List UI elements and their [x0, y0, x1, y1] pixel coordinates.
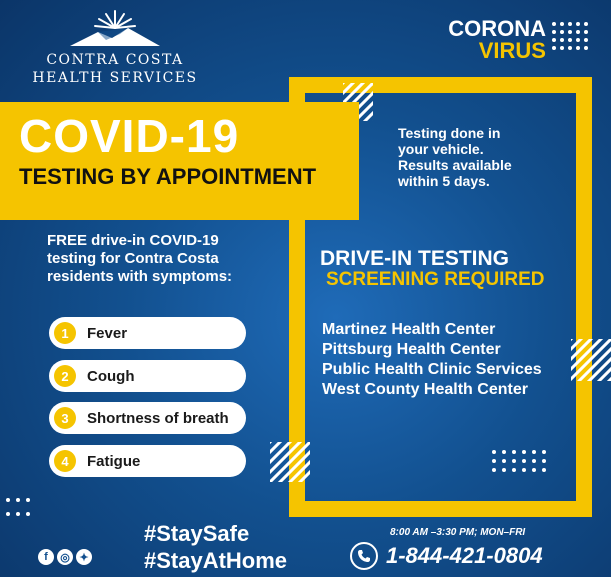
symptom-item: [49, 360, 246, 392]
corona-virus-badge: [436, 18, 546, 62]
symptom-number: 3: [54, 407, 76, 429]
location-item: West County Health Center: [322, 381, 528, 398]
symptom-number: 4: [54, 450, 76, 472]
badge-line2: VIRUS: [478, 38, 546, 63]
vehicle-testing-note: [398, 125, 568, 189]
location-item: Public Health Clinic Services: [322, 361, 542, 378]
social-icons: [38, 549, 92, 565]
eligibility-line: testing for Contra Costa: [47, 250, 219, 267]
eligibility-line: FREE drive-in COVID-19: [47, 232, 219, 249]
dots-decoration-left: [6, 498, 30, 516]
symptom-item: [49, 445, 246, 477]
dots-decoration-right: [492, 450, 546, 472]
symptom-number: 2: [54, 365, 76, 387]
symptom-item: [49, 402, 246, 434]
logo-text-line1: CONTRA COSTA: [46, 52, 184, 68]
location-item: Pittsburg Health Center: [322, 341, 501, 358]
stripes-decoration-bottom: [270, 442, 310, 482]
twitter-icon[interactable]: ✦: [76, 549, 92, 565]
drive-in-title: DRIVE-IN TESTING: [320, 247, 510, 270]
facebook-icon[interactable]: f: [38, 549, 54, 565]
hashtag-stay-at-home: #StayAtHome: [144, 548, 288, 573]
drive-in-subtitle: SCREENING REQUIRED: [326, 269, 545, 290]
stripes-decoration-right: [571, 339, 611, 381]
eligibility-line: residents with symptoms:: [47, 268, 233, 285]
badge-line1: CORONA: [448, 16, 546, 41]
logo-text-line2: HEALTH SERVICES: [32, 70, 198, 86]
page-subtitle: TESTING BY APPOINTMENT: [19, 164, 317, 189]
symptom-label: Fatigue: [87, 452, 141, 470]
symptom-label: Cough: [87, 367, 135, 385]
hashtags: [144, 520, 287, 574]
page-title: COVID-19: [19, 110, 240, 162]
note-line: Testing done in: [398, 125, 501, 141]
eligibility-text: [47, 232, 287, 286]
hours-text: 8:00 AM –3:30 PM; MON–FRI: [390, 527, 526, 538]
mountain-sun-icon: [68, 8, 162, 52]
symptom-item: [49, 317, 246, 349]
symptom-label: Shortness of breath: [87, 409, 229, 427]
hashtag-stay-safe: #StaySafe: [144, 521, 250, 546]
symptom-number: 1: [54, 322, 76, 344]
note-line: within 5 days.: [398, 173, 490, 189]
instagram-icon[interactable]: ◎: [57, 549, 73, 565]
symptom-label: Fever: [87, 324, 128, 342]
note-line: Results available: [398, 157, 512, 173]
contra-costa-logo: [30, 8, 200, 88]
phone-number[interactable]: 1-844-421-0804: [386, 543, 543, 568]
locations-list: [322, 320, 542, 400]
phone-icon: [350, 542, 378, 570]
note-line: your vehicle.: [398, 141, 484, 157]
badge-dots-decoration: [552, 22, 588, 50]
location-item: Martinez Health Center: [322, 321, 496, 338]
